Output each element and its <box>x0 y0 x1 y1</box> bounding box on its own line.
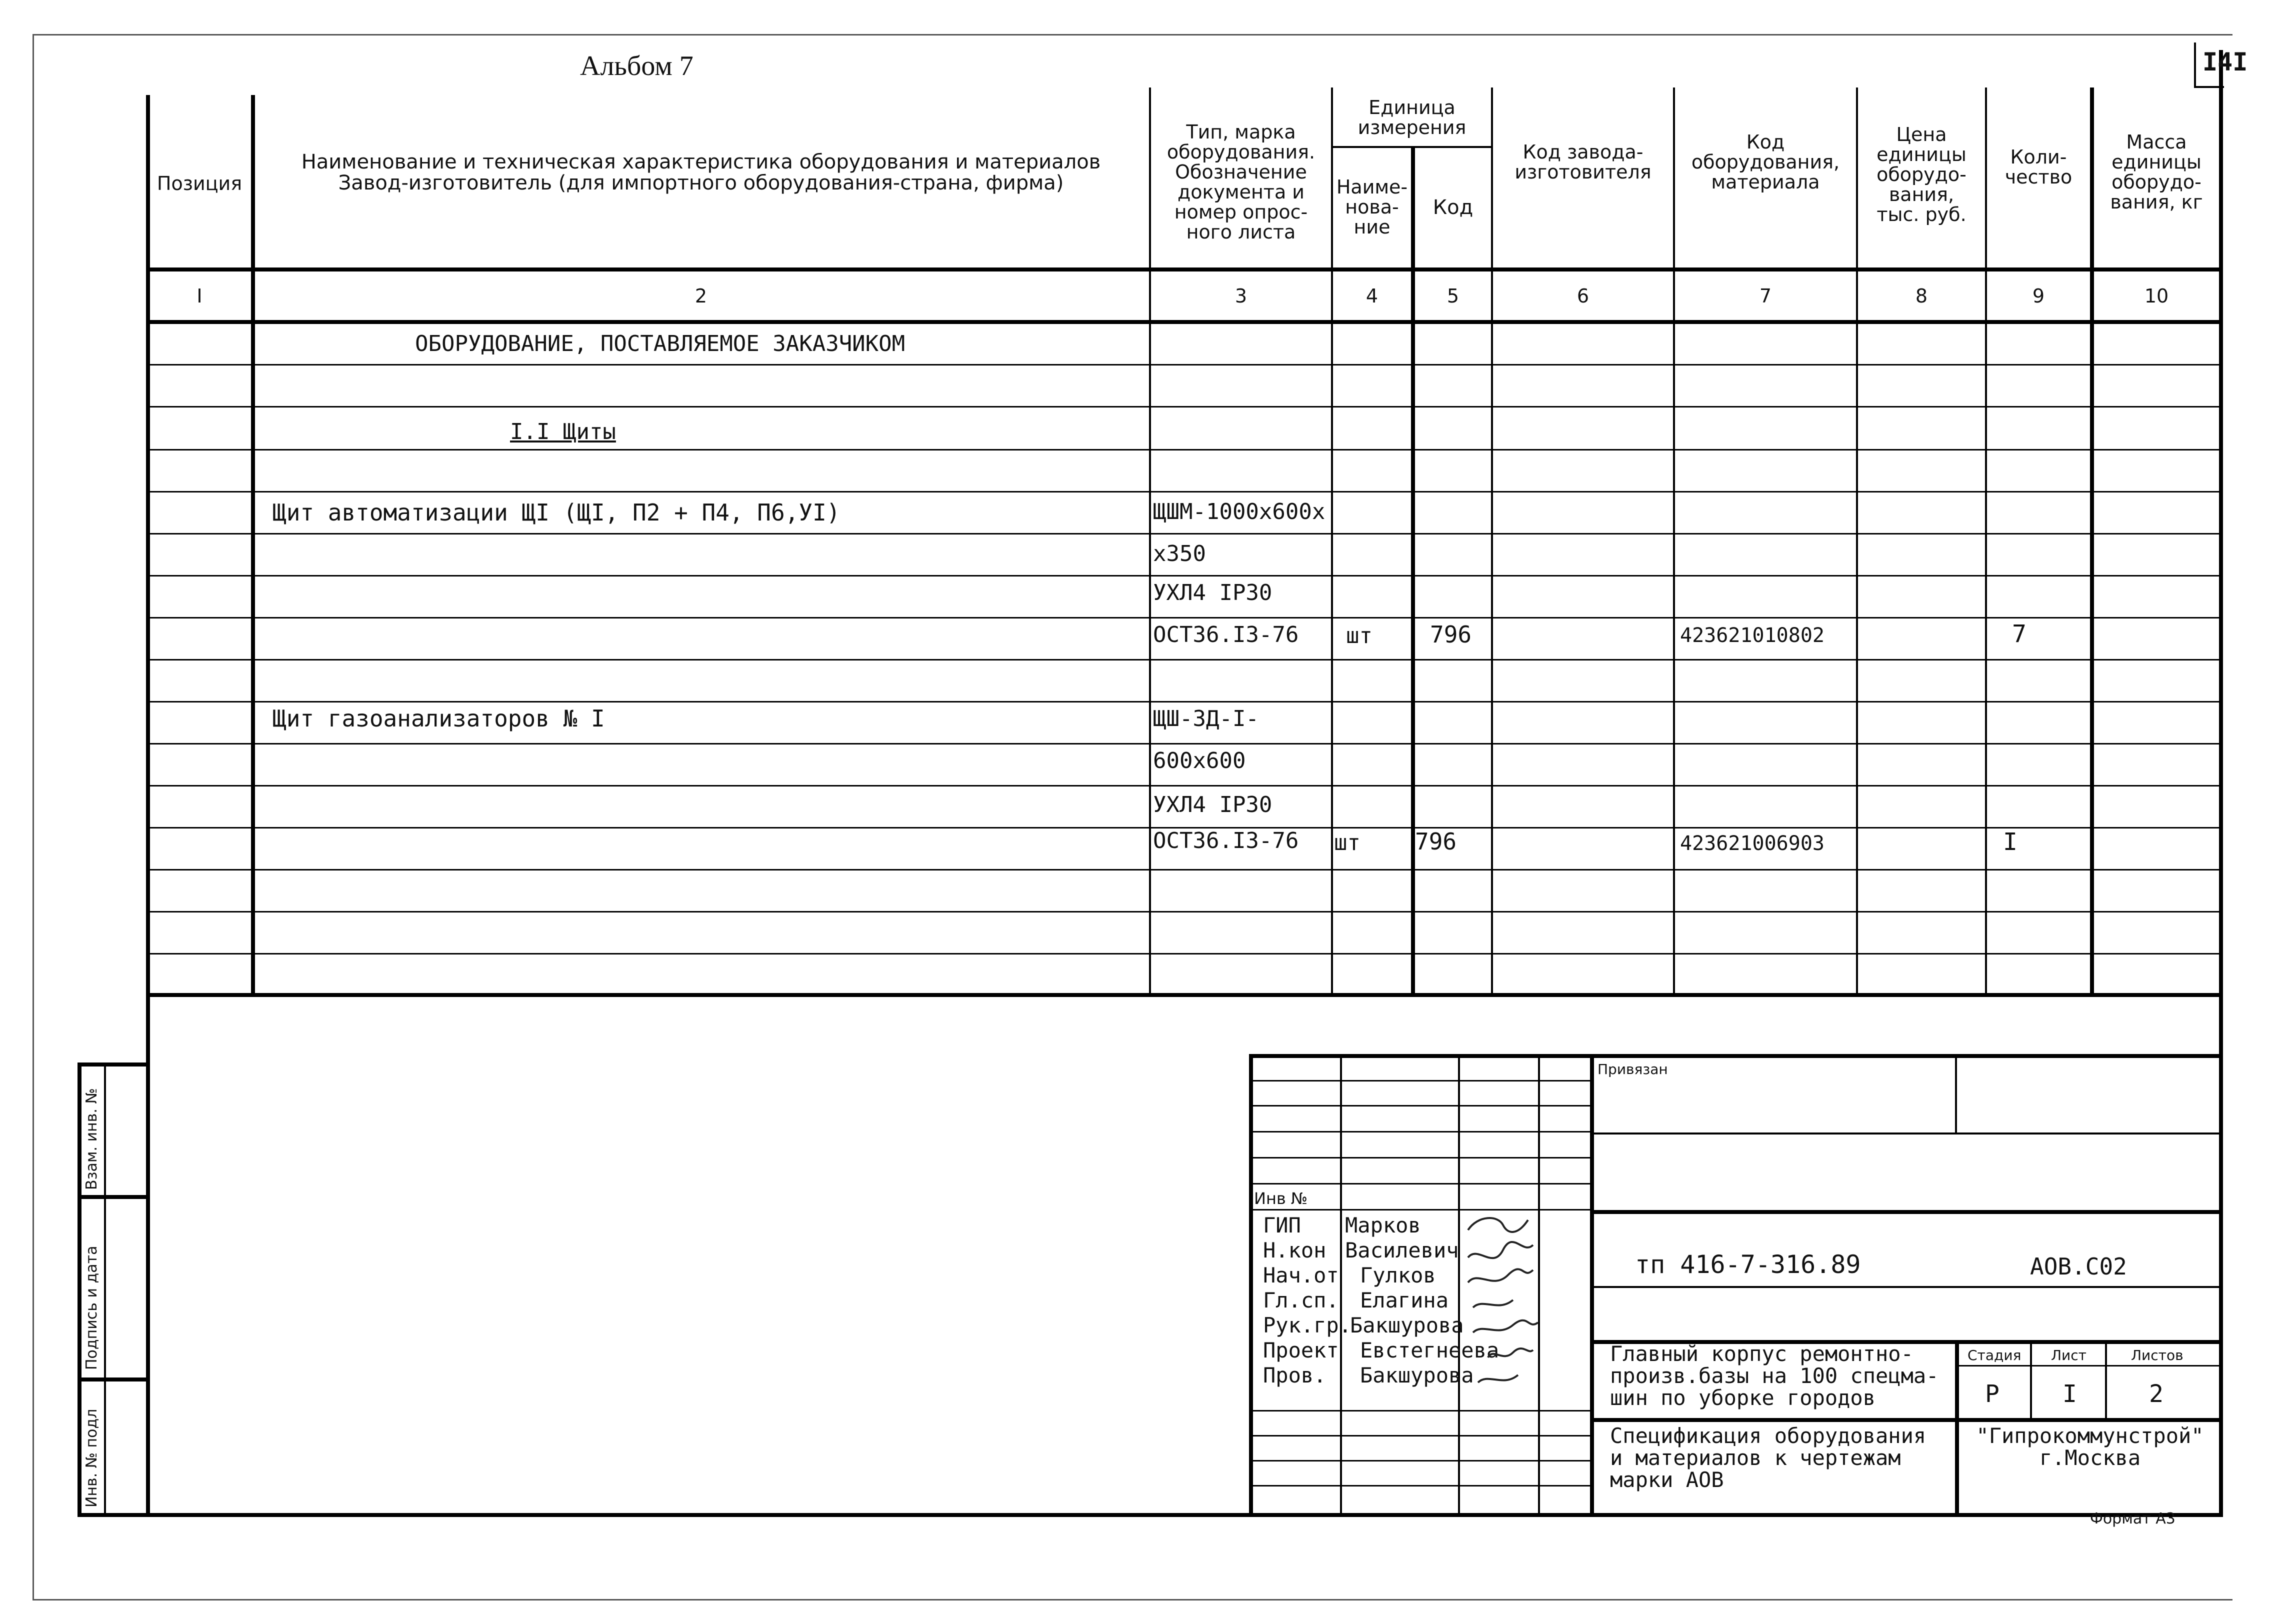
tb-grid-row <box>1249 1410 1590 1412</box>
tb-grid-row <box>1249 1131 1590 1132</box>
tb-stage: Р <box>1985 1380 2000 1408</box>
colnum-1: I <box>196 285 202 307</box>
tb-top <box>1249 1054 2221 1058</box>
tb-name-7: Бакшурова <box>1360 1363 1474 1388</box>
item2-name: Щит газоанализаторов № I <box>272 705 605 732</box>
row-line <box>146 911 2221 912</box>
tb-col-e <box>1955 1054 1957 1134</box>
tb-role-5: Рук.гр. <box>1263 1313 1352 1338</box>
side-column-left <box>78 1062 82 1515</box>
colnum-8: 8 <box>1915 285 1928 307</box>
tb-doc-mark: АОВ.С02 <box>2030 1253 2127 1280</box>
tb-grid-row <box>1249 1485 1590 1486</box>
section-title: ОБОРУДОВАНИЕ, ПОСТАВЛЯЕМОЕ ЗАКАЗЧИКОМ <box>415 331 906 356</box>
frame-left <box>146 95 150 1515</box>
tb-name-5: Бакшурова <box>1350 1313 1464 1338</box>
colnum-10: 10 <box>2144 285 2169 307</box>
header-unit: Единица измерения <box>1358 96 1466 138</box>
item1-type-line3: УХЛ4 IP30 <box>1153 580 1272 606</box>
side-column-mid <box>104 1062 106 1515</box>
item1-quantity: 7 <box>2012 620 2026 648</box>
tb-privyazan: Привязан <box>1598 1061 1668 1078</box>
tb-role-3: Нач.от <box>1263 1263 1339 1288</box>
tb-organization: "Гипрокоммунстрой" г.Москва <box>1976 1424 2204 1470</box>
item2-unit: шт <box>1334 830 1360 856</box>
header-unit-name: Наиме- нова- ние <box>1336 176 1408 238</box>
colnum-4: 4 <box>1366 285 1378 307</box>
header-price: Цена единицы оборудо- вания, тыс. руб. <box>1876 124 1966 226</box>
outer-top-border <box>32 34 2232 36</box>
row-line <box>146 869 2221 870</box>
tb-sheet-label: Лист <box>2051 1347 2086 1364</box>
item2-code: 796 <box>1415 828 1457 855</box>
item2-quantity: I <box>2003 828 2018 856</box>
tb-right-row-5 <box>1590 1418 2221 1422</box>
item1-code: 796 <box>1430 621 1472 648</box>
header-position: Позиция <box>156 172 242 194</box>
header-plant-code: Код завода- изготовителя <box>1514 141 1652 183</box>
colnum-bottom <box>146 320 2221 324</box>
header-bottom <box>146 268 2221 272</box>
tb-grid-row <box>1249 1105 1590 1106</box>
item1-name: Щит автоматизации ЩI (ЩI, П2 + П4, П6,УI) <box>272 499 840 526</box>
item1-unit: шт <box>1346 623 1372 648</box>
tb-stage-mid-1 <box>2030 1340 2032 1418</box>
colnum-9: 9 <box>2032 285 2045 307</box>
tb-stage-header-bottom <box>1955 1365 2221 1366</box>
page-number-box-bottom <box>2194 86 2224 88</box>
header-unit-code: Код <box>1432 196 1474 219</box>
tb-col-a <box>1340 1054 1342 1513</box>
tb-grid-row <box>1249 1080 1590 1082</box>
outer-bottom-border <box>32 1599 2232 1600</box>
header-quantity: Коли- чество <box>2004 146 2072 188</box>
row-line <box>146 785 2221 786</box>
side-div-1 <box>78 1195 148 1199</box>
side-label-replace-inv: Взам. инв. № <box>83 1088 100 1190</box>
tb-sheet: I <box>2062 1380 2077 1408</box>
tb-col-d <box>1590 1054 1594 1513</box>
page-number: I4I <box>2202 48 2248 76</box>
tb-role-1: ГИП <box>1263 1213 1301 1238</box>
tb-name-2: Василевич <box>1345 1238 1459 1262</box>
tb-role-4: Гл.сп. <box>1263 1288 1339 1312</box>
item2-type-line4: ОСТ36.I3-76 <box>1153 828 1299 854</box>
tb-object-name: Главный корпус ремонтно- произв.базы на 100 спецма- шин по уборке городов <box>1610 1342 1939 1410</box>
row-line <box>146 364 2221 366</box>
tb-sheets-label: Листов <box>2131 1347 2184 1364</box>
row-line <box>146 743 2221 744</box>
row-line <box>146 701 2221 702</box>
tb-grid-row <box>1249 1157 1590 1158</box>
row-line <box>146 491 2221 492</box>
tb-stage-left <box>1955 1340 1959 1513</box>
tb-sheets: 2 <box>2149 1380 2164 1408</box>
header-type: Тип, марка оборудования. Обозначение документа и номер опрос- ного листа <box>1166 121 1316 243</box>
row-line <box>146 659 2221 660</box>
colnum-2: 2 <box>694 285 708 307</box>
row-line <box>146 617 2221 618</box>
format-label: Формат А3 <box>2090 1510 2176 1528</box>
col-sep-9 <box>2090 88 2094 995</box>
tb-name-4: Елагина <box>1360 1288 1449 1312</box>
album-title: Альбом 7 <box>580 50 694 82</box>
header-mass: Масса единицы оборудо- вания, кг <box>2110 131 2203 213</box>
colnum-5: 5 <box>1446 285 1460 307</box>
tb-role-6: Проект <box>1263 1338 1339 1362</box>
item1-type-line4: ОСТ36.I3-76 <box>1153 622 1299 648</box>
tb-right-row-2 <box>1590 1210 2221 1214</box>
tb-grid-row <box>1249 1183 1590 1184</box>
tb-grid-row <box>1249 1460 1590 1462</box>
tb-left <box>1249 1054 1253 1513</box>
item1-type-line2: х350 <box>1153 541 1206 566</box>
tb-name-3: Гулков <box>1360 1263 1436 1288</box>
item2-type-line1: ЩШ-ЗД-I- <box>1153 706 1259 732</box>
row-line <box>146 449 2221 450</box>
item1-type-line1: ЩШМ-1000х600х <box>1153 499 1326 524</box>
header-name: Наименование и техническая характеристика оборудования и материалов Завод-изготовитель (для импортного оборудования-страна, фирма) <box>301 150 1101 194</box>
item2-type-line3: УХЛ4 IP30 <box>1153 792 1272 818</box>
unit-header-divider <box>1331 146 1491 148</box>
side-top <box>78 1062 148 1066</box>
tb-inv-label: Инв № <box>1254 1189 1308 1208</box>
col-sep-4 <box>1411 148 1415 995</box>
frame-bottom <box>78 1513 2223 1517</box>
colnum-7: 7 <box>1759 285 1772 307</box>
tb-stage-label: Стадия <box>1968 1347 2022 1364</box>
colnum-6: 6 <box>1576 285 1590 307</box>
row-line <box>146 953 2221 954</box>
tb-name-6: Евстегнеева <box>1360 1338 1500 1362</box>
item1-equip-code: 423621010802 <box>1680 624 1824 647</box>
tb-right-row-3 <box>1590 1286 2221 1288</box>
tb-role-2: Н.кон <box>1263 1238 1326 1262</box>
row-line <box>146 406 2221 408</box>
outer-left-border <box>32 35 34 1600</box>
side-div-2 <box>78 1378 148 1382</box>
tb-stage-mid-2 <box>2105 1340 2107 1418</box>
tb-doc-number: тп 416-7-316.89 <box>1635 1250 1861 1279</box>
table-bottom <box>146 993 2221 997</box>
row-line <box>146 575 2221 576</box>
page-number-box-left <box>2194 42 2196 88</box>
header-equip-code: Код оборудования, материала <box>1691 131 1840 193</box>
tb-grid-row <box>1249 1435 1590 1436</box>
side-label-inv-orig: Инв. № подл <box>83 1408 100 1508</box>
tb-name-1: Марков <box>1345 1213 1421 1238</box>
row-line <box>146 533 2221 534</box>
item2-type-line2: 600х600 <box>1153 748 1246 774</box>
colnum-3: 3 <box>1234 285 1248 307</box>
signatures-image <box>1458 1210 1543 1410</box>
side-label-signature-date: Подпись и дата <box>83 1246 100 1370</box>
tb-sheet-title: Спецификация оборудования и материалов к чертежам марки АОВ <box>1610 1424 1926 1492</box>
tb-role-7: Пров. <box>1263 1363 1326 1388</box>
item2-equip-code: 423621006903 <box>1680 832 1824 855</box>
tb-right-row-1 <box>1590 1132 2221 1134</box>
subsection-title: I.I Щиты <box>510 419 616 444</box>
